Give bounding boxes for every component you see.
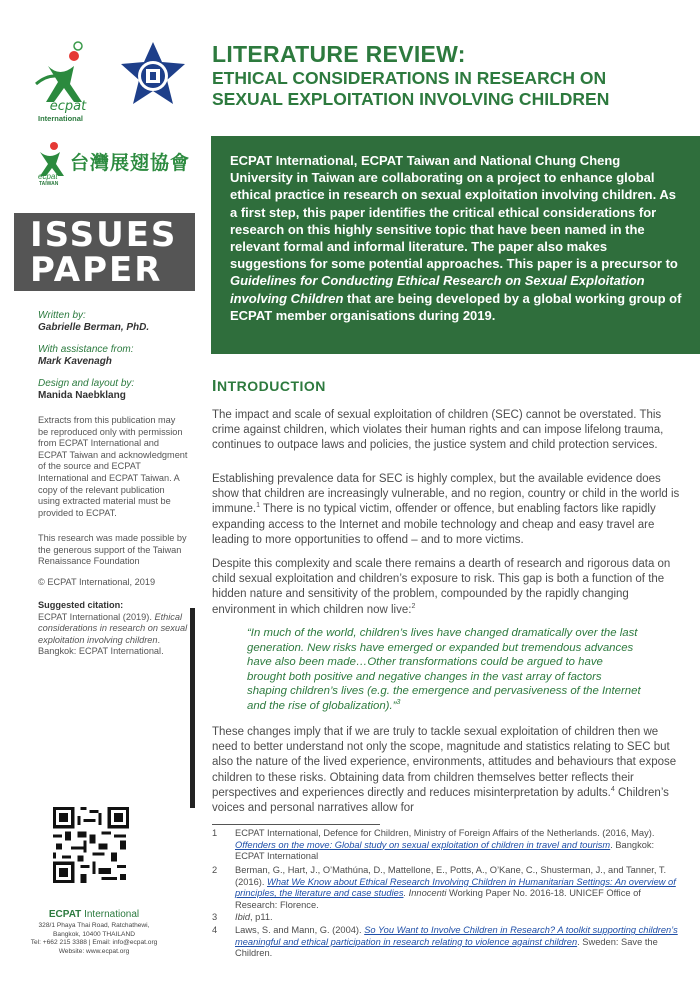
assistance-label: With assistance from:	[38, 344, 134, 356]
credits	[38, 310, 188, 402]
footnote-ibid: Ibid	[235, 912, 250, 922]
ecpat-logo-subtitle: International	[38, 114, 84, 123]
issues-paper-line2: PAPER	[30, 250, 163, 290]
footnote-number: 1	[212, 828, 218, 838]
footer-org-rest: International	[81, 909, 140, 920]
design-label: Design and layout by:	[38, 378, 135, 390]
footnote-number: 2	[212, 865, 218, 875]
p2-text: Establishing prevalence data for SEC is highly complex, but the available evidence does show that children are increasingly vulnerable, and no region, country or child in the world is immune.	[212, 473, 680, 516]
star-seal-icon	[115, 40, 191, 110]
title-line1: LITERATURE REVIEW:	[212, 41, 466, 67]
address-line2: Bangkok, 10400 THAILAND	[53, 930, 135, 938]
footnote-link[interactable]: What We Know about Ethical Research Involving Children in Humanitarian Settings: An overview of principles, the literature and case studies	[235, 876, 676, 899]
sidebar	[0, 0, 195, 993]
footnote-link[interactable]: Offenders on the move: Global study on sexual exploitation of children in travel and tourism	[235, 839, 611, 850]
qr-code-icon	[53, 807, 129, 883]
ecpat-taiwan-logo	[36, 140, 196, 188]
footnote-ref-2[interactable]: 2	[411, 602, 416, 610]
assistant-name: Mark Kavenagh	[38, 355, 112, 367]
sidebar-divider	[190, 608, 195, 808]
reproduction-notice: Extracts from this publication may be reproduced only with permission from ECPAT International and ECPAT Taiwan and acknowledgment of the source and ECPAT International and ECPAT Taiwan. A copy of the relevant publication using extracted material must be provided to ECPAT.	[38, 415, 188, 518]
p2-text-end: There is no typical victim, offender or offence, but enabling factors like rapidly expanding access to the Internet and mobile technology and cheap and easy travel are leading to more opportunities to offend – and to more victims.	[212, 503, 656, 546]
written-by-label: Written by:	[38, 310, 86, 321]
ecpat-taiwan-sub: TAIWAN	[39, 181, 59, 187]
address-line1: 328/1 Phaya Thai Road, Ratchathewi,	[38, 922, 150, 929]
section-heading-introduction	[212, 378, 326, 396]
p3-text: Despite this complexity and scale there remains a dearth of research and rigorous data on child sexual exploitation and children’s exposure to risk. This gap is both a function of the hidden nature and sensitivity of the problem, compounded by the rapidly changing environment in which children now live:	[212, 558, 671, 616]
citation-label: Suggested citation:	[38, 600, 124, 610]
issues-paper-label	[14, 213, 195, 291]
copyright: © ECPAT International, 2019	[38, 577, 156, 587]
p4-text-end: Children’s voices and personal narratives allow for	[212, 786, 669, 815]
footnote-text-end: Working Paper No. 2016-18. UNICEF Office of Research: Florence.	[235, 888, 641, 910]
national-chung-cheng-seal	[115, 40, 191, 110]
footnote-text: Berman, G., Hart, J., O’Mathúna, D., Mattellone, E., Potts, A., O’Kane, C., Shusterman, J., and Tanner, T. (2016).	[235, 865, 667, 887]
footnote-text: ECPAT International, Defence for Children, Ministry of Foreign Affairs of the Netherlands. (2016, May).	[235, 828, 655, 838]
heading-rest: NTRODUCTION	[216, 378, 326, 394]
ecpat-figure-icon	[30, 38, 106, 118]
guidelines-title: Guidelines for Conducting Ethical Research on Sexual Exploitation involving Children	[230, 273, 645, 306]
paragraph-3	[212, 557, 686, 618]
footer-organization	[14, 909, 174, 920]
quote-text: “In much of the world, children’s lives have changed dramatically over the last generation. New risks have emerged or expanded but tremendous advances have also been made…Other transformations could be argued to have brought both positive and negative changes in the vast array of factors shaping children’s lives (e.g. the emergence and pervasiveness of the Internet and the rise of globalization).”	[247, 627, 641, 712]
author-name: Gabrielle Berman, PhD.	[38, 321, 150, 333]
footnote-text-end: . Bangkok: ECPAT International	[235, 839, 655, 862]
footnote-text-end: , p11.	[250, 912, 273, 922]
footnote-divider	[212, 824, 380, 825]
ecpat-international-logo	[30, 38, 106, 123]
page-title	[212, 42, 692, 110]
footnote-number: 3	[212, 912, 218, 922]
ecpat-taiwan-word: ecpat	[38, 172, 58, 181]
support-notice: This research was made possible by the generous support of the Taiwan Renaissance Foundation	[38, 533, 187, 567]
footnote-number: 4	[212, 925, 218, 935]
footnote-text: Laws, S. and Mann, G. (2004).	[235, 925, 365, 935]
designer-name: Manida Naebklang	[38, 389, 126, 401]
footnote-link[interactable]: So You Want to Involve Children in Research? A toolkit supporting children’s meaningful and ethical participation in research relating to violence against children	[235, 925, 678, 947]
contact-line: Tel: +662 215 3388 | Email: info@ecpat.org	[30, 939, 158, 947]
paragraph-4	[212, 725, 686, 816]
summary-box	[211, 136, 700, 354]
title-line3: SEXUAL EXPLOITATION INVOLVING CHILDREN	[212, 89, 610, 109]
footnote-3	[212, 912, 684, 924]
citation-title: Ethical considerations in research on sexual exploitation involving children	[38, 611, 188, 645]
paragraph-1: The impact and scale of sexual exploitation of children (SEC) cannot be overstated. This crime against children, which violates their human rights and can impose lifelong trauma, continues to outpace laws and policies, the justice system and child protection services.	[212, 409, 664, 452]
heading-initial: I	[212, 378, 217, 395]
footnote-series: . Innocenti	[403, 888, 447, 899]
footnote-ref-1[interactable]: 1	[256, 502, 261, 510]
footnote-2	[212, 865, 684, 911]
footnote-ref-3[interactable]: 3	[396, 699, 401, 707]
footnote-ref-4[interactable]: 4	[610, 785, 615, 793]
block-quote	[247, 626, 642, 714]
taiwan-chinese-name: 台灣展翅協會	[70, 152, 191, 174]
svg-text:ecpat: ecpat	[49, 99, 87, 114]
paragraph-2	[212, 472, 686, 548]
p4-text: These changes imply that if we are truly to tackle sexual exploitation of children then we need to better understand not only the scope, magnitude and statistics relating to SEC but also the nature of the lived experience, environments, attitudes and behaviours that expose children to these risks. Obtaining data from children themselves better reflects their perspectives and experiences directly and reduces misinterpretation by adults.	[212, 726, 677, 799]
citation-post: . Bangkok: ECPAT International.	[38, 634, 164, 657]
summary-text: ECPAT International, ECPAT Taiwan and National Chung Cheng University in Taiwan are collaborating on a project to enhance global ethical practice in research on sexual exploitation involving children. As a first step, this paper identifies the critical ethical considerations for research on this highly sensitive topic that have been named in the relevant formal and informal literature. The paper also makes suggestions for some potential approaches. This paper is a precursor to	[230, 153, 678, 272]
footnote-1	[212, 828, 684, 863]
website-line: Website: www.ecpat.org	[58, 947, 130, 955]
footer-address	[14, 922, 174, 956]
footer-org-bold: ECPAT	[48, 909, 82, 920]
citation-pre: ECPAT International (2019).	[38, 611, 155, 622]
suggested-citation	[38, 600, 188, 658]
footnote-text-end: . Sweden: Save the Children.	[235, 936, 658, 959]
title-line2: ETHICAL CONSIDERATIONS IN RESEARCH ON	[212, 68, 607, 88]
footnote-4	[212, 925, 684, 960]
issues-paper-line1: ISSUES	[30, 215, 178, 255]
summary-text-end: that are being developed by a global working group of ECPAT member organisations during 2019.	[230, 290, 682, 323]
